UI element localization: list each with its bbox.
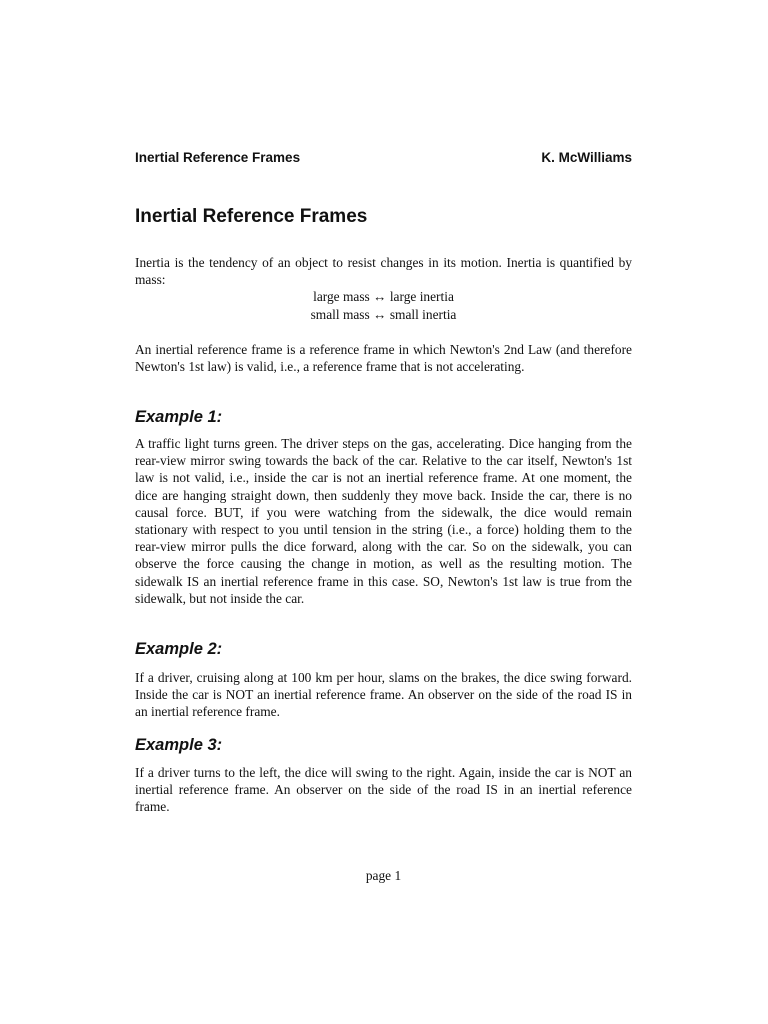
example-3-text: If a driver turns to the left, the dice will swing to the right. Again, inside the car is NOT an inertial reference frame. An observer on the side of the road IS in an inertial reference frame.	[135, 765, 632, 815]
mass-line-small: small mass ↔ small inertia	[310, 306, 457, 322]
example-1-text: A traffic light turns green. The driver steps on the gas, accelerating. Dice hanging from the rear-view mirror swing towards the back of the car. Relative to the car itself, Newton's 1st law is not valid, i.e., inside the car is not an inertial reference frame. At one moment, the dice are hanging straight down, then suddenly they move back. Inside the car, there is no causal force. BUT, if you were watching from the sidewalk, the dice would remain stationary with respect to you until tension in the string (i.e., a force) holding them to the rear-view mirror pulls the dice forward, along with the car. So on the sidewalk, you can observe the force causing the change in motion, as well as the resulting motion. The sidewalk IS an inertial reference frame in this case. SO, Newton's 1st law is true from the sidewalk, but not inside the car.	[135, 436, 632, 606]
example-3-section	[135, 764, 632, 816]
example-3-heading: Example 3:	[135, 736, 223, 754]
intro-paragraph: Inertia is the tendency of an object to resist changes in its motion. Inertia is quantified by mass:	[135, 255, 632, 288]
definition-section	[135, 341, 632, 375]
running-header	[135, 150, 632, 166]
definition-paragraph: An inertial reference frame is a reference frame in which Newton's 2nd Law (and therefore Newton's 1st law) is valid, i.e., a reference frame that is not accelerating.	[135, 342, 632, 375]
document-page	[135, 150, 632, 883]
intro-section	[135, 254, 632, 323]
example-1-section	[135, 435, 632, 607]
example-2-section	[135, 669, 632, 721]
example-2-text: If a driver, cruising along at 100 km per hour, slams on the brakes, the dice swing forward. Inside the car is NOT an inertial reference frame. An observer on the side of the road IS in an inertial reference frame.	[135, 670, 632, 720]
header-title: Inertial Reference Frames	[135, 150, 301, 165]
page-title: Inertial Reference Frames	[135, 206, 368, 227]
header-author: K. McWilliams	[541, 150, 632, 165]
page-number: page 1	[365, 868, 402, 883]
mass-line-large: large mass ↔ large inertia	[313, 289, 454, 305]
example-2-heading: Example 2:	[135, 640, 223, 658]
example-1-heading: Example 1:	[135, 408, 223, 426]
